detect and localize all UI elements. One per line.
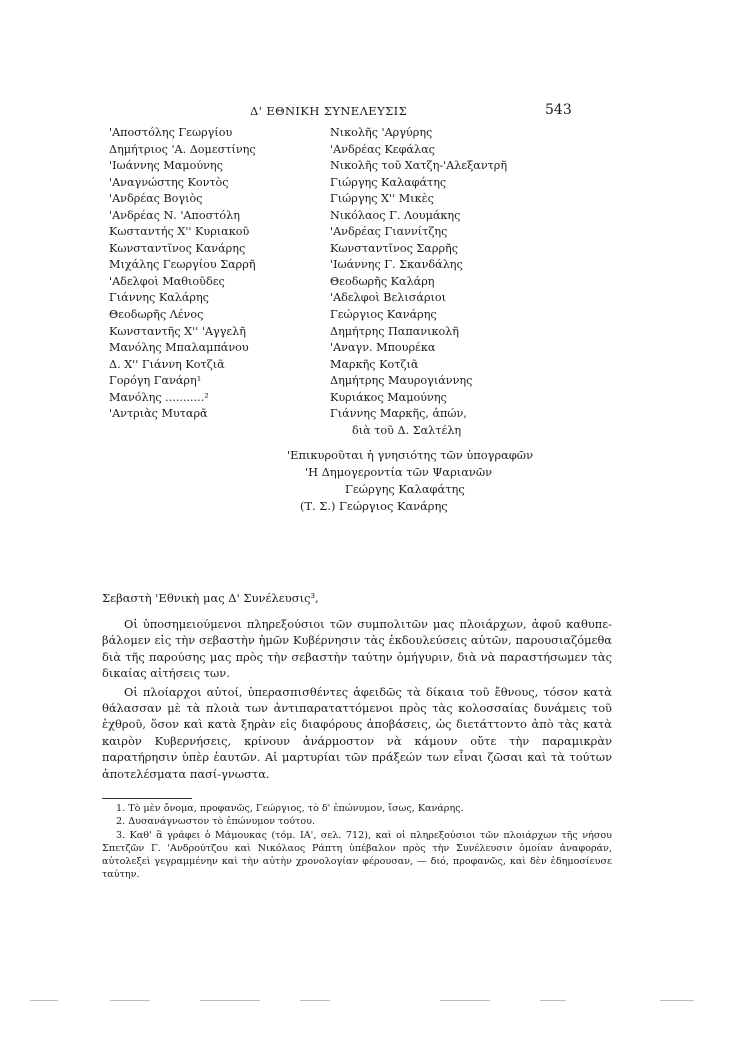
footnote: 2. Δυσανάγνωστον τὸ ἐπώνυμον τούτου. — [116, 816, 316, 828]
letter-salutation: Σεβαστὴ 'Εθνικὴ μας Δ' Συνέλευσις³, — [102, 591, 319, 605]
signatory-name: 'Ανδρέας Βογιὸς — [109, 192, 203, 206]
signatory-name: Δημήτριος 'Α. Δομεστίνης — [109, 142, 256, 156]
signatory-name: Κωνσταντῆς Χ'' 'Αγγελῆ — [109, 324, 246, 338]
signatory-name: Μιχάλης Γεωργίου Σαρρῆ — [109, 258, 256, 272]
signatory-name: Νικόλαος Γ. Λουμάκης — [330, 208, 461, 222]
signatory-name: Κωνσταντῖνος Κανάρης — [109, 241, 246, 255]
attestation-line: Γεώργης Καλαφάτης — [345, 482, 465, 496]
letter-body — [102, 616, 612, 784]
signatory-name: Κυριάκος Μαμούνης — [330, 390, 447, 404]
signatory-name: Θεοδωρῆς Λένος — [109, 308, 204, 322]
signatory-name-continuation: διὰ τοῦ Δ. Σαλτέλη — [352, 423, 462, 437]
signatory-name: Δ. Χ'' Γιάννη Κοτζιᾶ — [109, 357, 225, 371]
signatory-name: Μαρκῆς Κοτζιᾶ — [330, 357, 419, 371]
signatory-name: 'Αντριὰς Μυταρᾶ — [109, 407, 208, 421]
signatory-name: Γορόγη Γανάρη¹ — [109, 374, 202, 388]
signatories-right-column — [330, 125, 507, 439]
attestation-line: 'Η Δημογεροντία τῶν Ψαριανῶν — [305, 465, 493, 479]
signatory-name: Γιώργης Χ'' Μικὲς — [330, 192, 434, 206]
letter-paragraph: Οἱ ὑποσημειούμενοι πληρεξούσιοι τῶν συμπολιτῶν μας πλοιάρχων, ἀφοῦ καθυπε-βάλομεν εἰς τὴν σεβαστὴν ἡμῶν Κυβέρνησιν τὰς ἐκδουλεύσεις αὐτῶν, παρουσιαζόμεθα διὰ τῆς παρούσης μας πρὸς τὴν σεβαστὴν ταύτην ὁμήγυριν, διὰ νὰ παραστήσωμεν τὰς δικαίας αἰτήσεις των. — [102, 617, 612, 681]
signatory-name: Δημήτρης Μαυρογιάννης — [330, 374, 473, 388]
attestation-line: (Τ. Σ.) Γεώργιος Κανάρης — [300, 499, 448, 513]
letter-paragraph: Οἱ πλοίαρχοι αὐτοί, ὑπερασπισθέντες ἀφειδῶς τὰ δίκαια τοῦ ἔθνους, τόσον κατὰ θάλασσαν μὲ τὰ πλοιὰ των ἀντιπαραταττόμενοι πρὸς τὰς κολοσσαίας δυνάμεις τοῦ ἐχθροῦ, ὅσον καὶ κατὰ ξηρὰν εἰς διαφόρους ἀποβάσεις, ὡς διετάττοντο ἀπὸ τὰς κατὰ καιρὸν Κυβερνήσεις, κρίνουν ἀνάρμοστον νὰ κάμουν οὔτε τὴν παραμικρὰν παρατήρησιν ὑπὲρ ἑαυτῶν. Αἱ μαρτυρίαι τῶν πράξεών των εἶναι ζῶσαι καὶ τὰ τούτων ἀποτελέσματα πασί-γνωστα. — [102, 684, 612, 781]
signatory-name: Γεώργιος Κανάρης — [330, 308, 437, 322]
signatory-name: Γιάννης Καλάρης — [109, 291, 209, 305]
signatory-name: 'Ιωάννης Μαμούνης — [109, 159, 223, 173]
signatory-name: 'Ιωάννης Γ. Σκανδάλης — [330, 258, 463, 272]
signatory-name: Θεοδωρῆς Καλάρη — [330, 274, 435, 288]
signatory-name: Κωσταντής Χ'' Κυριακοῦ — [109, 225, 250, 239]
signatory-name: Μανόλης ...........² — [109, 390, 209, 404]
signatory-name: Μανόλης Μπαλαμπάνου — [109, 341, 249, 355]
signatory-name: Γιώργης Καλαφάτης — [330, 175, 447, 189]
signatory-name: 'Ανδρέας Κεφάλας — [330, 142, 435, 156]
signatory-name: Δημήτρης Παπανικολῆ — [330, 324, 459, 338]
signatory-name: 'Αναγνώστης Κοντὸς — [109, 175, 229, 189]
signatory-name: Γιάννης Μαρκῆς, ἀπών, — [330, 407, 467, 421]
signatories-left-column — [109, 125, 256, 423]
footnote: 3. Καθ' ἃ γράφει ὁ Μάμουκας (τόμ. ΙΑ', σελ. 712), καὶ οἱ πληρεξούσιοι τῶν πλοιάρχων τῆς νήσου Σπετζῶν Γ. 'Ανδρούτζου καὶ Νικόλαος Ράπτη ὑπέβαλον πρὸς τὴν Συνέλευσιν ὁμοίαν ἀναφοράν, αὐτολεξεὶ γεγραμμένην καὶ τὴν αὐτὴν χρονολογίαν φέρουσαν, — διό, προφανῶς, καὶ δὲν ἐδημοσίευσε ταύτην. — [102, 829, 612, 881]
signatory-name: Κωνσταντῖνος Σαρρῆς — [330, 241, 458, 255]
footnotes — [102, 802, 612, 882]
scan-artifact-marks — [0, 1000, 744, 1004]
attestation-block — [0, 448, 744, 518]
signatory-name: 'Ανδρέας Ν. 'Αποστόλη — [109, 208, 240, 222]
page-number: 543 — [545, 102, 572, 118]
signatory-name: 'Αναγν. Μπουρέκα — [330, 341, 436, 355]
signatory-name: Νικολῆς 'Αργύρης — [330, 126, 433, 139]
signatory-name: 'Αδελφοὶ Βελισάριοι — [330, 291, 447, 305]
running-head: Δ' ΕΘΝΙΚΗ ΣΥΝΕΛΕΥΣΙΣ — [250, 104, 408, 118]
signatory-name: Νικολῆς τοῦ Χατζη-'Αλεξαντρῆ — [330, 159, 508, 173]
attestation-line: 'Επικυροῦται ἡ γνησιότης τῶν ὑπογραφῶν — [287, 448, 534, 462]
signatory-name: 'Αποστόλης Γεωργίου — [109, 126, 233, 139]
signatory-name: 'Αδελφοὶ Μαθιοῦδες — [109, 274, 225, 288]
footnote-divider — [102, 798, 192, 799]
signatory-name: 'Ανδρέας Γιαννίτζης — [330, 225, 448, 239]
footnote: 1. Τὸ μὲν ὄνομα, προφανῶς, Γεώργιος, τὸ δ' ἐπώνυμον, ἴσως, Κανάρης. — [116, 803, 464, 814]
